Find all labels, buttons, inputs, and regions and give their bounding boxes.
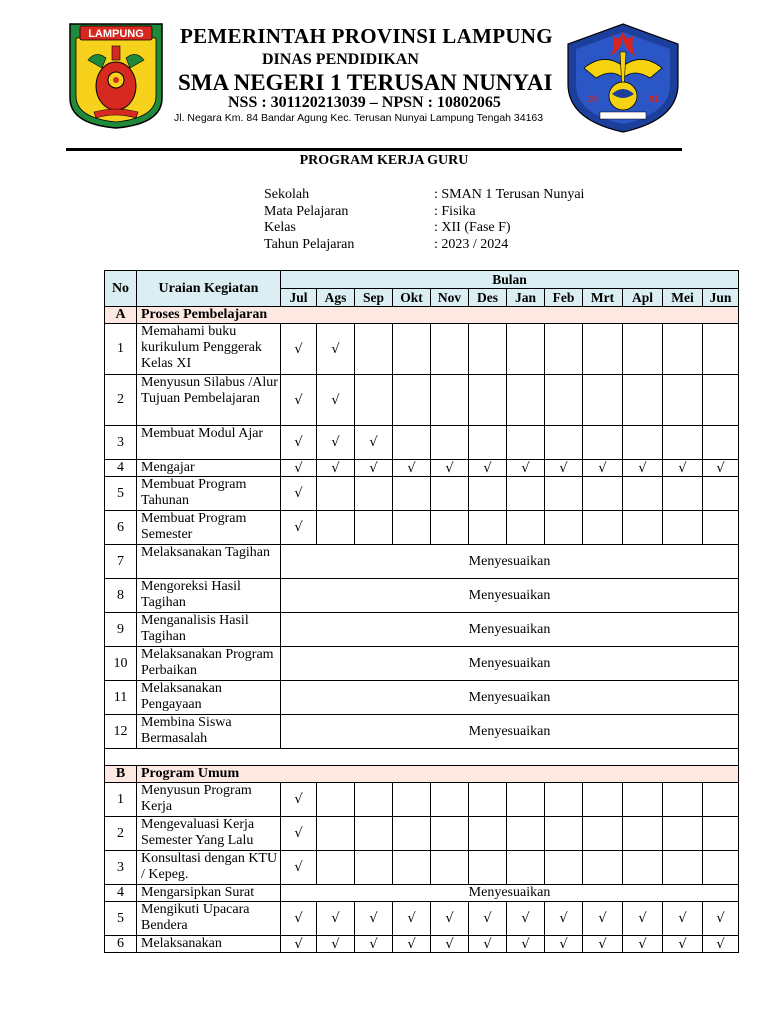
month-header: Okt [393,289,431,307]
activity-label: Mengikuti Upacara Bendera [137,902,281,936]
empty-cell [431,324,469,375]
checkmark-cell: √ [281,477,317,511]
info-row [264,220,584,237]
row-number: 2 [105,817,137,851]
checkmark-cell: √ [317,324,355,375]
month-header: Sep [355,289,393,307]
activity-label: Menyusun Program Kerja [137,783,281,817]
empty-cell [663,324,703,375]
school-info [264,187,584,253]
empty-cell [583,783,623,817]
empty-cell [431,477,469,511]
schedule-adjustable: Menyesuaikan [281,545,739,579]
row-number: 5 [105,477,137,511]
empty-cell [583,817,623,851]
table-row [105,426,739,460]
letterhead-nss-npsn: NSS : 301120213039 – NPSN : 10802065 [228,94,501,111]
empty-cell [469,477,507,511]
checkmark-cell: √ [281,324,317,375]
empty-cell [623,511,663,545]
empty-cell [317,817,355,851]
empty-cell [623,375,663,426]
schedule-adjustable: Menyesuaikan [281,715,739,749]
empty-cell [431,851,469,885]
table-row [105,715,739,749]
empty-cell [703,851,739,885]
checkmark-cell: √ [355,936,393,953]
empty-cell [583,851,623,885]
empty-cell [355,375,393,426]
table-row [105,851,739,885]
checkmark-cell: √ [623,460,663,477]
empty-cell [355,324,393,375]
checkmark-cell: √ [281,426,317,460]
checkmark-cell: √ [281,902,317,936]
checkmark-cell: √ [663,902,703,936]
row-number: 3 [105,426,137,460]
info-key: Sekolah [264,187,310,202]
empty-cell [355,851,393,885]
row-number: 8 [105,579,137,613]
info-value: : XII (Fase F) [434,220,511,235]
empty-cell [507,783,545,817]
info-value: : 2023 / 2024 [434,236,509,252]
empty-cell [507,817,545,851]
table-row [105,545,739,579]
checkmark-cell: √ [431,902,469,936]
table-row [105,817,739,851]
schedule-adjustable: Menyesuaikan [281,613,739,647]
info-key: Mata Pelajaran [264,203,349,219]
activity-label: Membuat Program Semester [137,511,281,545]
activity-label: Membuat Program Tahunan [137,477,281,511]
empty-cell [583,426,623,460]
row-number: 11 [105,681,137,715]
empty-cell [663,375,703,426]
table-row [105,477,739,511]
checkmark-cell: √ [507,460,545,477]
checkmark-cell: √ [663,936,703,953]
checkmark-cell: √ [703,460,739,477]
row-number: 3 [105,851,137,885]
empty-cell [469,426,507,460]
info-row [264,204,584,221]
checkmark-cell: √ [623,902,663,936]
empty-cell [393,426,431,460]
checkmark-cell: √ [317,460,355,477]
column-header-no: No [105,271,137,307]
document-title: PROGRAM KERJA GURU [299,153,469,168]
empty-cell [393,817,431,851]
empty-cell [507,426,545,460]
table-row [105,783,739,817]
month-header: Jan [507,289,545,307]
empty-cell [545,477,583,511]
checkmark-cell: √ [469,902,507,936]
empty-cell [545,511,583,545]
schedule-adjustable: Menyesuaikan [281,681,739,715]
empty-cell [507,851,545,885]
empty-cell [431,817,469,851]
row-number: 6 [105,511,137,545]
letterhead-government: PEMERINTAH PROVINSI LAMPUNG [180,24,553,48]
checkmark-cell: √ [469,936,507,953]
empty-cell [317,511,355,545]
work-program-table [104,270,739,953]
checkmark-cell: √ [281,817,317,851]
logo-right-num-left: 19 [586,94,598,104]
activity-label: Konsultasi dengan KTU / Kepeg. [137,851,281,885]
empty-cell [545,783,583,817]
checkmark-cell: √ [317,375,355,426]
empty-cell [663,851,703,885]
month-header: Feb [545,289,583,307]
schedule-adjustable: Menyesuaikan [281,647,739,681]
checkmark-cell: √ [431,936,469,953]
empty-cell [583,511,623,545]
school-emblem-icon [564,22,682,134]
empty-cell [507,511,545,545]
table-row [105,460,739,477]
empty-cell [545,817,583,851]
table-row [105,936,739,953]
month-header: Apl [623,289,663,307]
empty-cell [355,817,393,851]
table-row [105,324,739,375]
empty-cell [623,851,663,885]
empty-cell [393,851,431,885]
info-row [264,187,584,204]
section-code: B [105,766,137,783]
empty-cell [469,511,507,545]
activity-label: Menganalisis Hasil Tagihan [137,613,281,647]
letterhead-school-name: SMA NEGERI 1 TERUSAN NUNYAI [178,70,553,95]
empty-cell [355,511,393,545]
empty-cell [663,783,703,817]
checkmark-cell: √ [393,460,431,477]
checkmark-cell: √ [703,936,739,953]
checkmark-cell: √ [393,936,431,953]
row-number: 2 [105,375,137,426]
empty-cell [703,324,739,375]
checkmark-cell: √ [281,936,317,953]
column-header-uraian: Uraian Kegiatan [137,271,281,307]
checkmark-cell: √ [545,902,583,936]
section-row [105,307,739,324]
info-key: Tahun Pelajaran [264,236,355,252]
empty-cell [317,851,355,885]
row-number: 1 [105,783,137,817]
checkmark-cell: √ [583,460,623,477]
checkmark-cell: √ [469,460,507,477]
activity-label: Melaksanakan Tagihan [137,545,281,579]
section-label: Proses Pembelajaran [137,307,739,324]
table-row [105,579,739,613]
row-number: 12 [105,715,137,749]
checkmark-cell: √ [317,936,355,953]
info-value: : Fisika [434,203,476,219]
month-header: Mrt [583,289,623,307]
month-header: Nov [431,289,469,307]
table-row [105,375,739,426]
checkmark-cell: √ [355,902,393,936]
empty-cell [703,511,739,545]
empty-cell [393,511,431,545]
empty-cell [703,477,739,511]
empty-cell [507,477,545,511]
row-number: 5 [105,902,137,936]
schedule-adjustable: Menyesuaikan [281,579,739,613]
empty-cell [663,477,703,511]
empty-cell [355,477,393,511]
checkmark-cell: √ [281,783,317,817]
empty-cell [469,783,507,817]
empty-cell [507,324,545,375]
table-row [105,613,739,647]
empty-cell [703,426,739,460]
checkmark-cell: √ [623,936,663,953]
checkmark-cell: √ [355,460,393,477]
month-header: Mei [663,289,703,307]
empty-cell [469,324,507,375]
lampung-emblem-icon [66,20,166,130]
spacer-row [105,749,739,766]
empty-cell [469,375,507,426]
row-number: 6 [105,936,137,953]
checkmark-cell: √ [545,460,583,477]
empty-cell [393,324,431,375]
empty-cell [545,426,583,460]
empty-cell [469,817,507,851]
info-key: Kelas [264,220,296,235]
empty-cell [469,851,507,885]
checkmark-cell: √ [583,902,623,936]
row-number: 4 [105,885,137,902]
empty-cell [703,817,739,851]
logo-right-num-right: 91 [648,94,660,104]
checkmark-cell: √ [507,936,545,953]
activity-label: Membuat Modul Ajar [137,426,281,460]
empty-cell [663,817,703,851]
table-row [105,902,739,936]
spacer-cell [105,749,739,766]
activity-label: Melaksanakan [137,936,281,953]
checkmark-cell: √ [507,902,545,936]
empty-cell [703,375,739,426]
empty-cell [431,511,469,545]
empty-cell [393,783,431,817]
letterhead-divider [66,148,682,151]
empty-cell [583,324,623,375]
activity-label: Menyusun Silabus /Alur Tujuan Pembelajaran [137,375,281,426]
empty-cell [623,324,663,375]
logo-left-text: LAMPUNG [88,28,144,40]
activity-label: Melaksanakan Program Perbaikan [137,647,281,681]
empty-cell [431,783,469,817]
checkmark-cell: √ [317,426,355,460]
section-label: Program Umum [137,766,739,783]
column-header-bulan: Bulan [281,271,739,289]
row-number: 4 [105,460,137,477]
checkmark-cell: √ [355,426,393,460]
empty-cell [545,324,583,375]
activity-label: Mengevaluasi Kerja Semester Yang Lalu [137,817,281,851]
month-header: Des [469,289,507,307]
checkmark-cell: √ [281,375,317,426]
checkmark-cell: √ [393,902,431,936]
empty-cell [663,511,703,545]
checkmark-cell: √ [281,851,317,885]
empty-cell [583,477,623,511]
letterhead-department: DINAS PENDIDIKAN [262,51,419,68]
empty-cell [623,426,663,460]
empty-cell [623,817,663,851]
table-row [105,681,739,715]
empty-cell [663,426,703,460]
row-number: 1 [105,324,137,375]
row-number: 7 [105,545,137,579]
activity-label: Membina Siswa Bermasalah [137,715,281,749]
empty-cell [431,375,469,426]
empty-cell [393,477,431,511]
empty-cell [507,375,545,426]
checkmark-cell: √ [281,460,317,477]
activity-label: Mengarsipkan Surat [137,885,281,902]
activity-label: Memahami buku kurikulum Penggerak Kelas XI [137,324,281,375]
row-number: 10 [105,647,137,681]
info-value: : SMAN 1 Terusan Nunyai [434,187,585,202]
empty-cell [703,783,739,817]
empty-cell [317,783,355,817]
checkmark-cell: √ [583,936,623,953]
info-row [264,237,584,254]
empty-cell [317,477,355,511]
empty-cell [545,375,583,426]
checkmark-cell: √ [281,511,317,545]
checkmark-cell: √ [317,902,355,936]
empty-cell [623,477,663,511]
month-header: Jun [703,289,739,307]
empty-cell [431,426,469,460]
month-header: Jul [281,289,317,307]
empty-cell [583,375,623,426]
empty-cell [623,783,663,817]
checkmark-cell: √ [545,936,583,953]
schedule-adjustable: Menyesuaikan [281,885,739,902]
month-header: Ags [317,289,355,307]
checkmark-cell: √ [703,902,739,936]
section-code: A [105,307,137,324]
activity-label: Melaksanakan Pengayaan [137,681,281,715]
table-row [105,647,739,681]
letterhead [66,14,682,134]
empty-cell [545,851,583,885]
activity-label: Mengajar [137,460,281,477]
letterhead-address: Jl. Negara Km. 84 Bandar Agung Kec. Terusan Nunyai Lampung Tengah 34163 [174,112,544,124]
table-row [105,885,739,902]
section-row [105,766,739,783]
checkmark-cell: √ [431,460,469,477]
row-number: 9 [105,613,137,647]
activity-label: Mengoreksi Hasil Tagihan [137,579,281,613]
checkmark-cell: √ [663,460,703,477]
empty-cell [355,783,393,817]
empty-cell [393,375,431,426]
table-row [105,511,739,545]
